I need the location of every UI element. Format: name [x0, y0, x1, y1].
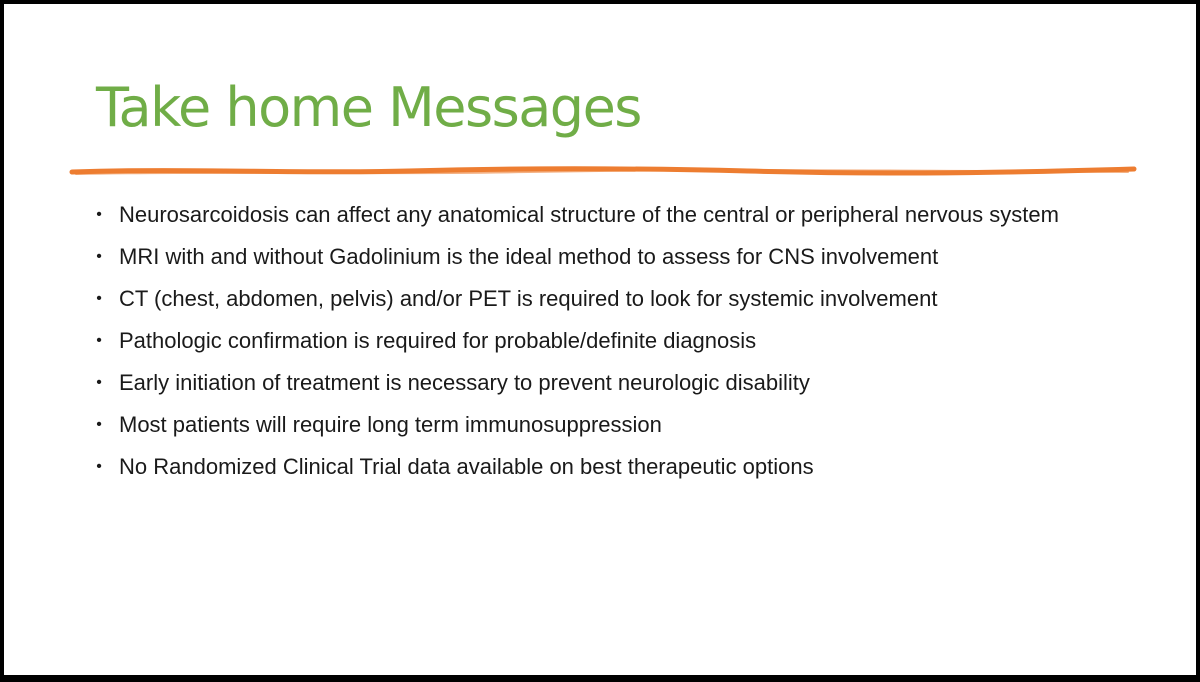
slide-title: Take home Messages [96, 76, 641, 139]
bullet-item [92, 285, 1142, 313]
slide [4, 4, 1196, 675]
bullet-text: No Randomized Clinical Trial data available on best therapeutic options [119, 454, 814, 479]
bullet-marker: • [96, 248, 102, 265]
bullet-text: Early initiation of treatment is necessary to prevent neurologic disability [119, 370, 810, 395]
bullet-marker: • [96, 458, 102, 475]
bullet-marker: • [96, 374, 102, 391]
bullet-text: MRI with and without Gadolinium is the ideal method to assess for CNS involvement [119, 244, 939, 269]
bullet-item [92, 201, 1142, 229]
bullet-item [92, 411, 1142, 439]
bullet-marker: • [96, 332, 102, 349]
bullet-text: Most patients will require long term immunosuppression [119, 412, 662, 437]
bullet-item [92, 369, 1142, 397]
bullet-marker: • [96, 290, 102, 307]
bullet-text: Neurosarcoidosis can affect any anatomical structure of the central or peripheral nervous system [119, 202, 1059, 227]
bullet-list [92, 201, 1142, 495]
bullet-item [92, 327, 1142, 355]
bullet-marker: • [96, 206, 102, 223]
bullet-text: Pathologic confirmation is required for probable/definite diagnosis [119, 328, 757, 353]
bullet-item [92, 243, 1142, 271]
bullet-marker: • [96, 416, 102, 433]
title-underline [68, 159, 1138, 183]
bullet-item [92, 453, 1142, 481]
bullet-text: CT (chest, abdomen, pelvis) and/or PET is required to look for systemic involvement [119, 286, 938, 311]
